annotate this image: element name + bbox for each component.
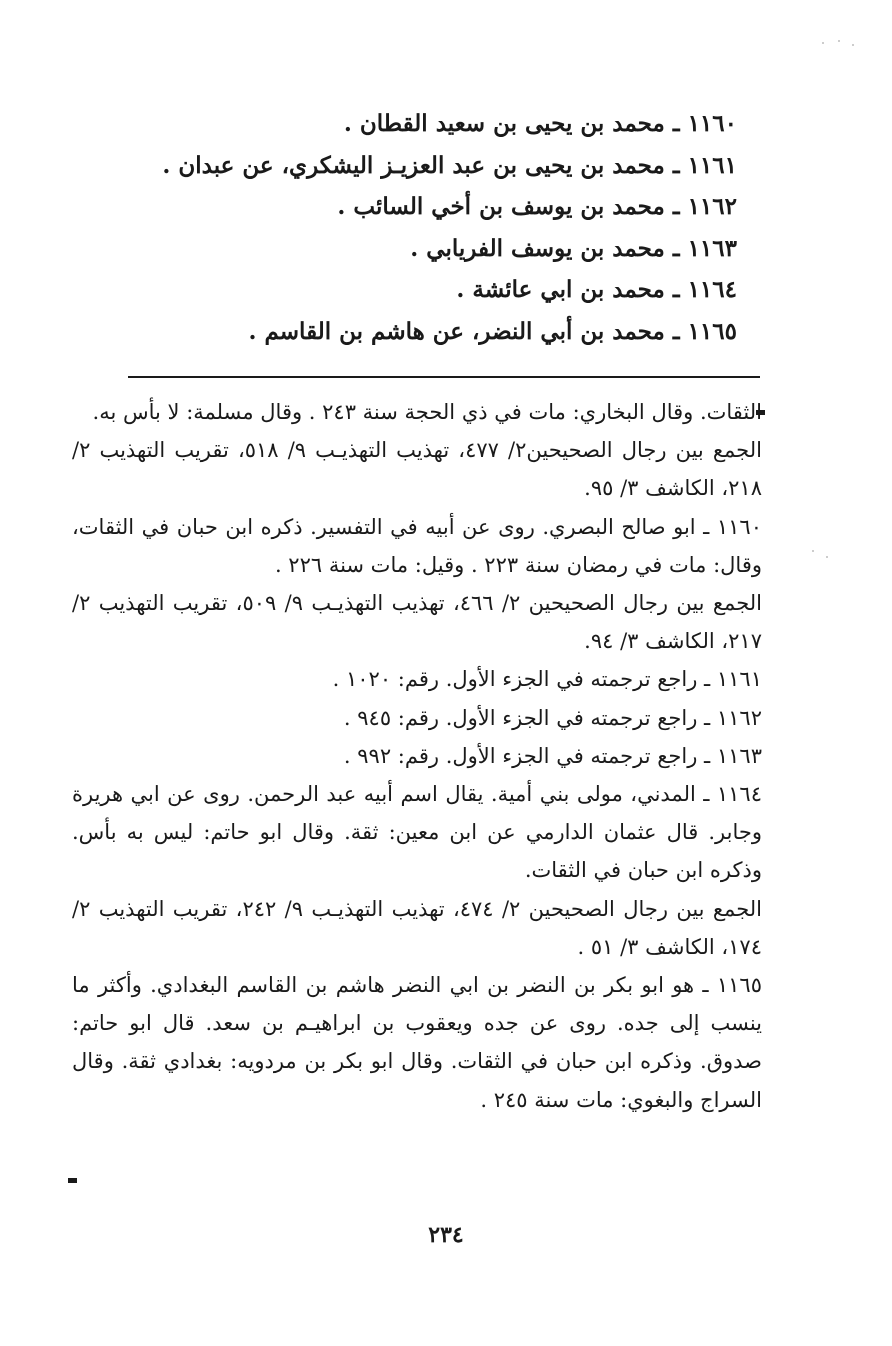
scan-speck (812, 550, 814, 552)
footnote-text: ١١٦٤ ـ المدني، مولى بني أمية. يقال اسم أبيه عبد الرحمن. روى عن ابي هريرة وجابر. قال عثمان الدارمي عن ابن معين: ثقة. وقال ابو حاتم: ليس به بأس. وذكره ابن حبان في الثقات. (72, 782, 762, 883)
footnote-1164 (72, 775, 762, 890)
entry-1163: ١١٦٣ ـ محمد بن يوسف الفريابي . (410, 234, 737, 262)
entry-list (97, 103, 737, 352)
footnote-references (72, 431, 762, 507)
scan-speck (852, 44, 854, 46)
footnote-text: ١١٦٣ ـ راجع ترجمته في الجزء الأول. رقم: ٩٩٢ . (343, 743, 762, 768)
footnote-text: الثقات. وقال البخاري: مات في ذي الحجة سنة ٢٤٣ . وقال مسلمة: لا بأس به. (92, 400, 762, 424)
entry-1160: ١١٦٠ ـ محمد بن يحيى بن سعيد القطان . (343, 110, 737, 137)
scan-speck (838, 40, 840, 42)
footnote-1165 (72, 966, 762, 1119)
footnote-text: الجمع بين رجال الصحيحين ٢/ ٤٧٤، تهذيب التهذيـب ٩/ ٢٤٢، تقريب التهذيب ٢/ ١٧٤، الكاشف ٣/ ٥١ . (72, 896, 762, 959)
page-number: ٢٣٤ (428, 1222, 464, 1248)
footnote-continued (72, 393, 762, 431)
entry-1164: ١١٦٤ ـ محمد بن ابي عائشة . (456, 276, 737, 303)
footnotes (72, 393, 762, 1119)
footnote-references (72, 890, 762, 966)
footnote-divider (128, 376, 760, 378)
footnote-1163 (72, 737, 762, 775)
footnote-1160 (72, 508, 762, 584)
entry-1165: ١١٦٥ ـ محمد بن أبي النضر، عن هاشم بن القاسم . (248, 317, 737, 345)
footnote-text: ١١٦٠ ـ ابو صالح البصري. روى عن أبيه في التفسير. ذكره ابن حبان في الثقات، وقال: مات في رمضان سنة ٢٢٣ . وقيل: مات سنة ٢٢٦ . (72, 514, 762, 577)
footnote-references (72, 584, 762, 660)
footnote-text: ١١٦٢ ـ راجع ترجمته في الجزء الأول. رقم: ٩٤٥ . (343, 705, 762, 730)
footnote-1161 (72, 660, 762, 698)
footnote-text: ١١٦٥ ـ هو ابو بكر بن النضر بن ابي النضر هاشم بن القاسم البغدادي. وأكثر ما ينسب إلى جده. روى عن جده ويعقوب بن ابراهيـم بن سعد. قال ابو حاتم: صدوق. وذكره ابن حبان في الثقات. وقال ابو بكر بن مردويه: بغدادي ثقة. وقال السراج والبغوي: مات سنة ٢٤٥ . (72, 973, 762, 1112)
scan-speck (822, 42, 824, 44)
end-mark (68, 1178, 77, 1183)
footnote-text: الجمع بين رجال الصحيحين ٢/ ٤٦٦، تهذيب التهذيـب ٩/ ٥٠٩، تقريب التهذيب ٢/ ٢١٧، الكاشف ٣/ ٩٤. (72, 591, 762, 654)
entry-1162: ١١٦٢ ـ محمد بن يوسف بن أخي السائب . (337, 193, 737, 220)
footnote-1162 (72, 699, 762, 737)
scan-speck (826, 556, 828, 558)
footnote-text: الجمع بين رجال الصحيحين٢/ ٤٧٧، تهذيب التهذيـب ٩/ ٥١٨، تقريب التهذيب ٢/ ٢١٨، الكاشف ٣/ ٩٥. (72, 438, 762, 501)
footnote-text: ١١٦١ ـ راجع ترجمته في الجزء الأول. رقم: ١٠٢٠ . (332, 667, 762, 692)
entry-1161: ١١٦١ ـ محمد بن يحيى بن عبد العزيـز اليشكري، عن عبدان . (162, 151, 737, 179)
